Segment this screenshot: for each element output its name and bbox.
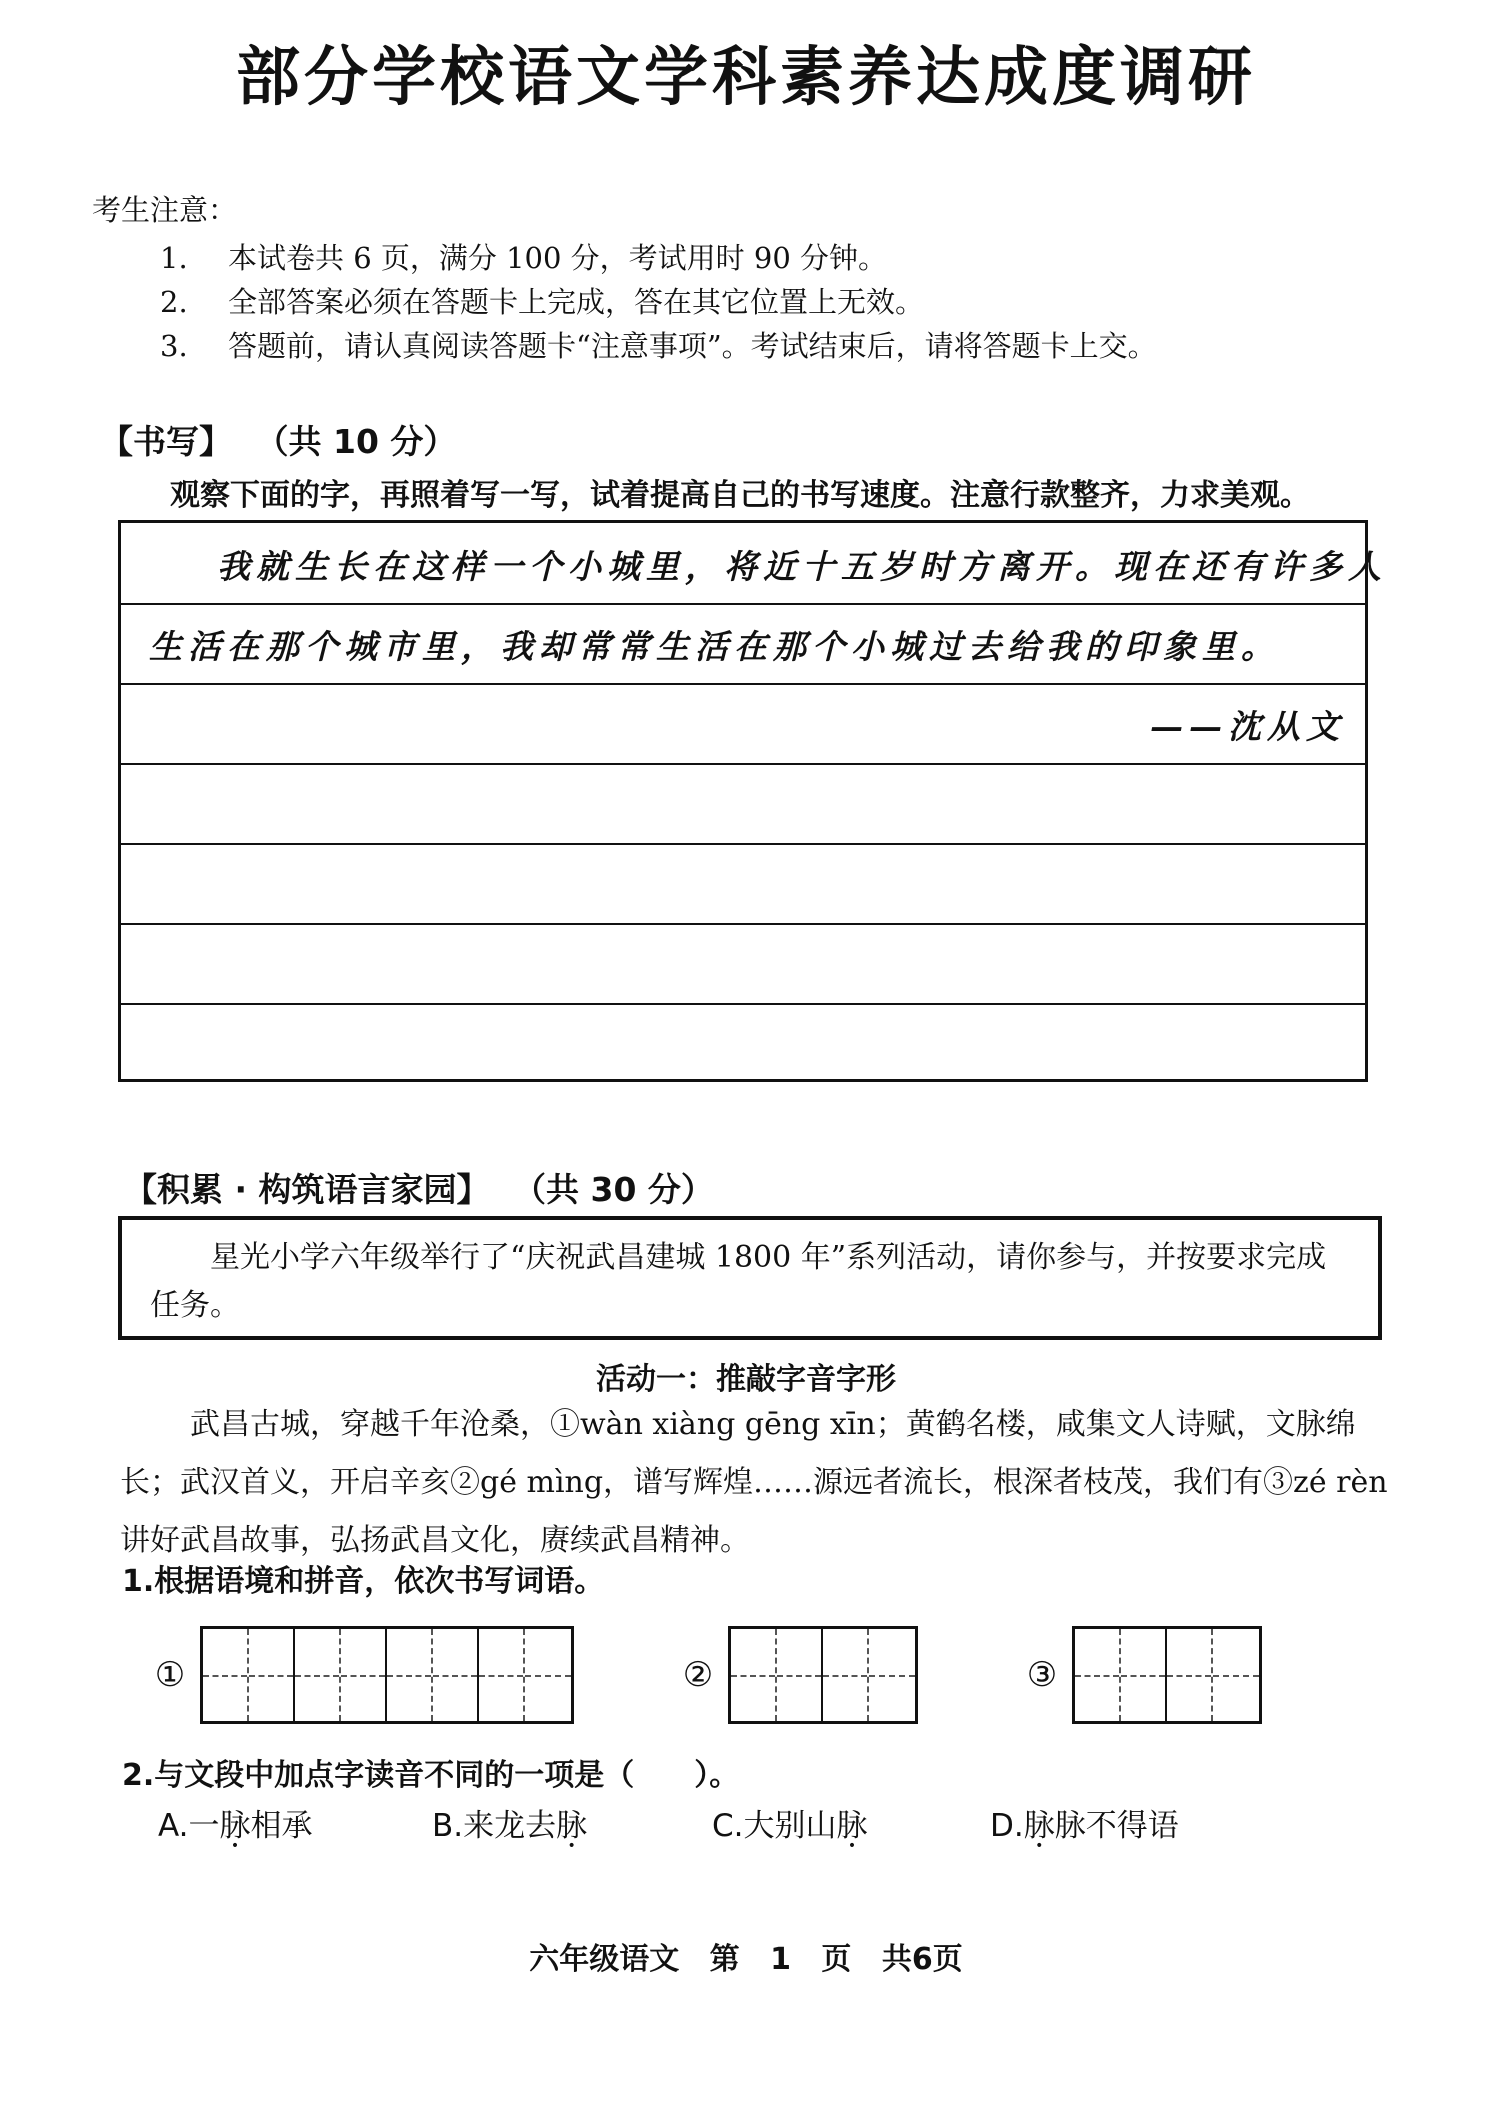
option-b[interactable] (432, 1800, 587, 1845)
model-text-line-1: 我就生长在这样一个小城里，将近十五岁时方离开。现在还有许多人 (217, 547, 1387, 586)
answer-grid-cells[interactable] (1072, 1626, 1262, 1724)
notice-item (160, 324, 1157, 365)
copy-line-divider (121, 763, 1365, 765)
footer-total-pages: 共6页 (881, 1942, 963, 1977)
question-2: 2.与文段中加点字读音不同的一项是（ ）。 (122, 1758, 740, 1793)
model-text-line-2: 生活在那个城市里，我却常常生活在那个小城过去给我的印象里。 (149, 627, 1280, 666)
answer-grid-cells[interactable] (728, 1626, 918, 1724)
accumulation-points: （共 30 分） (529, 1170, 714, 1209)
activity-intro-box (118, 1216, 1382, 1340)
answer-grid-label: ③ (1026, 1655, 1058, 1695)
writing-heading: 【书写】 (100, 422, 232, 461)
activity-1-title: 活动一：推敲字音字形 (596, 1362, 896, 1397)
notice-heading: 考生注意： (92, 193, 238, 227)
answer-grid-cells[interactable] (200, 1626, 574, 1724)
notice-item-number: 2. (160, 285, 188, 319)
dotted-char: 脉 (1023, 1808, 1055, 1844)
copy-line-divider (121, 1003, 1365, 1005)
option-c[interactable] (712, 1800, 868, 1845)
accumulation-section-heading (124, 1164, 714, 1211)
notice-item-number: 1. (160, 241, 188, 275)
option-text: A.一 (158, 1808, 220, 1844)
copy-line-divider (121, 923, 1365, 925)
copy-line-divider (121, 603, 1365, 605)
copy-line-divider (121, 843, 1365, 845)
copy-writing-area[interactable] (118, 520, 1387, 1082)
activity-intro-text: 星光小学六年级举行了“庆祝武昌建城 1800 年”系列活动，请你参与，并按要求完成任务。 (150, 1240, 1327, 1323)
dotted-char: 脉 (219, 1808, 251, 1844)
notice-item-text: 答题前，请认真阅读答题卡“注意事项”。考试结束后，请将答题卡上交。 (228, 329, 1157, 363)
option-text: D. (990, 1808, 1024, 1844)
option-text: C.大别山 (712, 1808, 837, 1844)
question-1: 1.根据语境和拼音，依次书写词语。 (122, 1564, 605, 1599)
answer-grid-3[interactable] (1022, 1626, 1262, 1724)
option-text: 相承 (250, 1808, 313, 1844)
accumulation-heading: 【积累 · 构筑语言家园】 (124, 1170, 490, 1209)
writing-section-heading (100, 416, 456, 463)
page-footer (0, 1934, 1492, 1978)
copy-line-divider (121, 683, 1365, 685)
activity-1-paragraph: 武昌古城，穿越千年沧桑，①wàn xiàng gēng xīn；黄鹤名楼，咸集文人诗赋，文脉绵长；武汉首义，开启辛亥②gé mìng，谱写辉煌……源远者流长，根深者枝茂，我们有③zé rèn讲好武昌故事，弘扬武昌文化，赓续武昌精神。 (120, 1407, 1388, 1558)
page-title: 部分学校语文学科素养达成度调研 (236, 41, 1256, 115)
notice-item-text: 全部答案必须在答题卡上完成，答在其它位置上无效。 (228, 285, 925, 319)
notice-item (160, 280, 924, 321)
answer-grid-label: ② (682, 1655, 714, 1695)
writing-points: （共 10 分） (272, 422, 457, 461)
footer-page-number: 第 1 页 (709, 1942, 852, 1977)
footer-subject: 六年级语文 (529, 1942, 680, 1977)
answer-grid-2[interactable] (678, 1626, 918, 1724)
option-d[interactable] (990, 1800, 1179, 1845)
option-a[interactable] (158, 1800, 313, 1845)
writing-instruction: 观察下面的字，再照着写一写，试着提高自己的书写速度。注意行款整齐，力求美观。 (170, 478, 1310, 513)
notice-item-number: 3. (160, 329, 188, 363)
model-text-author: ——沈从文 (1150, 707, 1345, 746)
option-text: 脉不得语 (1054, 1808, 1179, 1844)
dotted-char: 脉 (556, 1808, 588, 1844)
option-text: B.来龙去 (432, 1808, 557, 1844)
dotted-char: 脉 (836, 1808, 868, 1844)
answer-grid-1[interactable] (150, 1626, 574, 1724)
notice-item (160, 236, 887, 277)
notice-item-text: 本试卷共 6 页，满分 100 分，考试用时 90 分钟。 (228, 241, 888, 275)
answer-grid-label: ① (154, 1655, 186, 1695)
